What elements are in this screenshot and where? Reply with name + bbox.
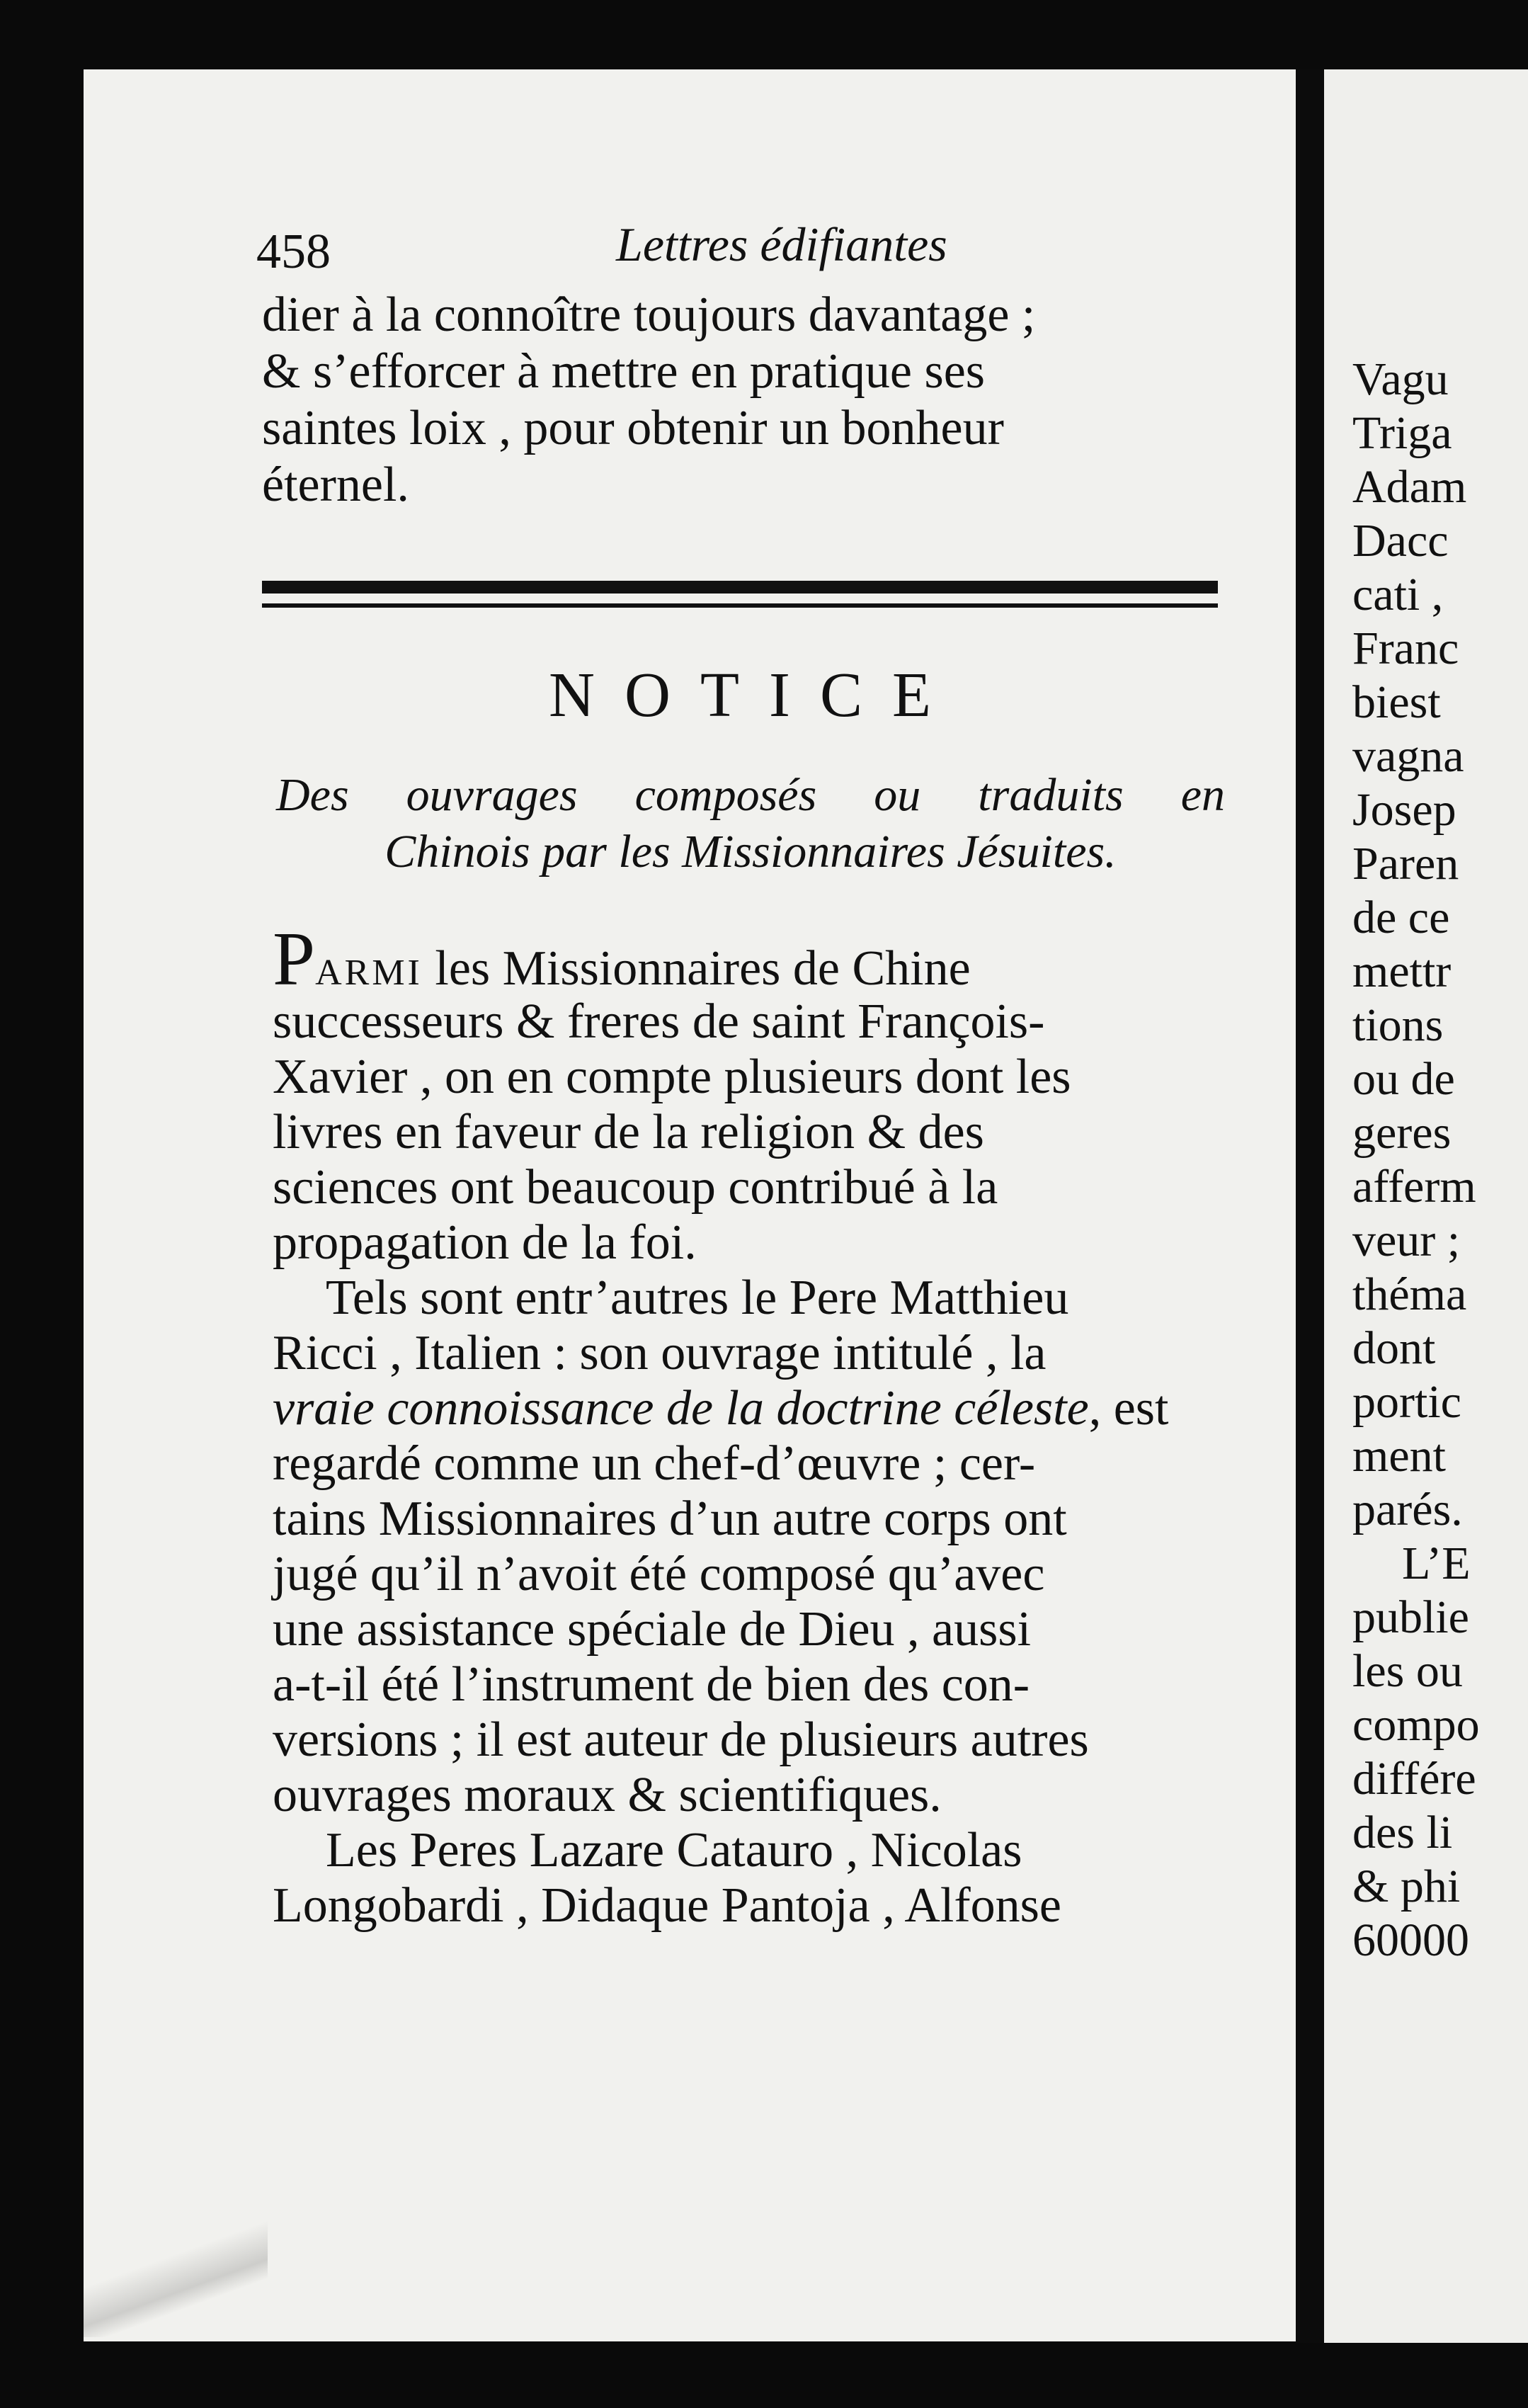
page-number: 458	[256, 225, 331, 279]
text-line: successeurs & freres de saint François-	[273, 994, 1045, 1049]
italic-title-tail: , est	[1088, 1381, 1169, 1436]
text-line: 60000	[1352, 1914, 1469, 1966]
book-gutter	[1296, 69, 1324, 2343]
notice-heading: NOTICE	[549, 660, 961, 730]
text-line: biest	[1352, 676, 1441, 728]
running-head	[256, 212, 1219, 290]
first-line	[273, 917, 1228, 1001]
text-line: veur ;	[1352, 1215, 1461, 1266]
text-line: de ce	[1352, 892, 1450, 943]
text-line: livres en faveur de la religion & des	[273, 1105, 984, 1159]
text-line: Longobardi , Didaque Pantoja , Alfonse	[273, 1878, 1061, 1933]
text-line: & phi	[1352, 1861, 1461, 1912]
text-line: dont	[1352, 1322, 1436, 1374]
text-line: parés.	[1352, 1484, 1463, 1535]
text-line: Xavier , on en compte plusieurs dont les	[273, 1050, 1071, 1104]
text-line: & s’efforcer à mettre en pratique ses	[262, 344, 986, 399]
right-page-text-area	[1324, 69, 1528, 2343]
italic-title: vraie connoissance de la doctrine céleste	[273, 1381, 1089, 1436]
text-line: les ou	[1352, 1645, 1463, 1697]
text-line: mettr	[1352, 945, 1452, 997]
text-line: propagation de la foi.	[273, 1215, 697, 1270]
text-line: geres	[1352, 1107, 1452, 1159]
text-line: L’E	[1402, 1538, 1471, 1589]
text-line: ou de	[1352, 1053, 1455, 1105]
text-line: Tels sont entr’autres le Pere Matthieu	[326, 1271, 1069, 1325]
text-line: Adam	[1352, 461, 1467, 513]
text-line: une assistance spéciale de Dieu , aussi	[273, 1602, 1032, 1657]
subtitle-line: Chinois par les Missionnaires Jésuites.	[384, 826, 1117, 878]
text-line: ment	[1352, 1430, 1446, 1482]
text-line: tains Missionnaires d’un autre corps ont	[273, 1492, 1067, 1546]
running-title: Lettres édifiantes	[616, 217, 947, 271]
text-line: publie	[1352, 1591, 1469, 1643]
text-line: versions ; il est auteur de plusieurs autres	[273, 1713, 1089, 1767]
text-line: des li	[1352, 1807, 1453, 1858]
text-line: portic	[1352, 1376, 1461, 1428]
section-rule-thin	[262, 603, 1218, 608]
text-line: compo	[1352, 1699, 1480, 1751]
text-line: afferm	[1352, 1161, 1476, 1212]
text-line: Franc	[1352, 623, 1459, 674]
text-line	[273, 1380, 1228, 1437]
first-line-rest: les Missionnaires de Chine	[422, 941, 971, 996]
text-line: sciences ont beaucoup contribué à la	[273, 1160, 998, 1215]
text-line: ouvrages moraux & scientifiques.	[273, 1768, 942, 1822]
text-line: dier à la connoître toujours davantage ;	[262, 288, 1036, 342]
text-line: tions	[1352, 999, 1444, 1051]
text-line: Vagu	[1352, 353, 1449, 405]
text-line: jugé qu’il n’avoit été composé qu’avec	[273, 1547, 1045, 1601]
text-line: a-t-il été l’instrument de bien des con-	[273, 1657, 1030, 1712]
text-line: Josep	[1352, 784, 1456, 836]
small-caps-word: ARMI	[315, 953, 423, 993]
text-line: Triga	[1352, 407, 1452, 459]
text-line: Dacc	[1352, 515, 1449, 567]
text-line: différe	[1352, 1753, 1476, 1805]
text-line: Paren	[1352, 838, 1459, 890]
subtitle-line: Des ouvrages composés ou traduits en	[276, 769, 1225, 821]
text-line: théma	[1352, 1268, 1467, 1320]
drop-cap: P	[273, 917, 316, 1001]
text-line: Les Peres Lazare Catauro , Nicolas	[326, 1823, 1022, 1878]
page-fold-shadow	[84, 2210, 268, 2337]
text-line: vagna	[1352, 730, 1464, 782]
section-rule-thick	[262, 581, 1218, 594]
text-line: cati ,	[1352, 569, 1444, 620]
text-line: regardé comme un chef-d’œuvre ; cer-	[273, 1436, 1036, 1491]
text-line: éternel.	[262, 458, 409, 512]
text-line: Ricci , Italien : son ouvrage intitulé , la	[273, 1326, 1047, 1380]
text-line: saintes loix , pour obtenir un bonheur	[262, 401, 1004, 455]
